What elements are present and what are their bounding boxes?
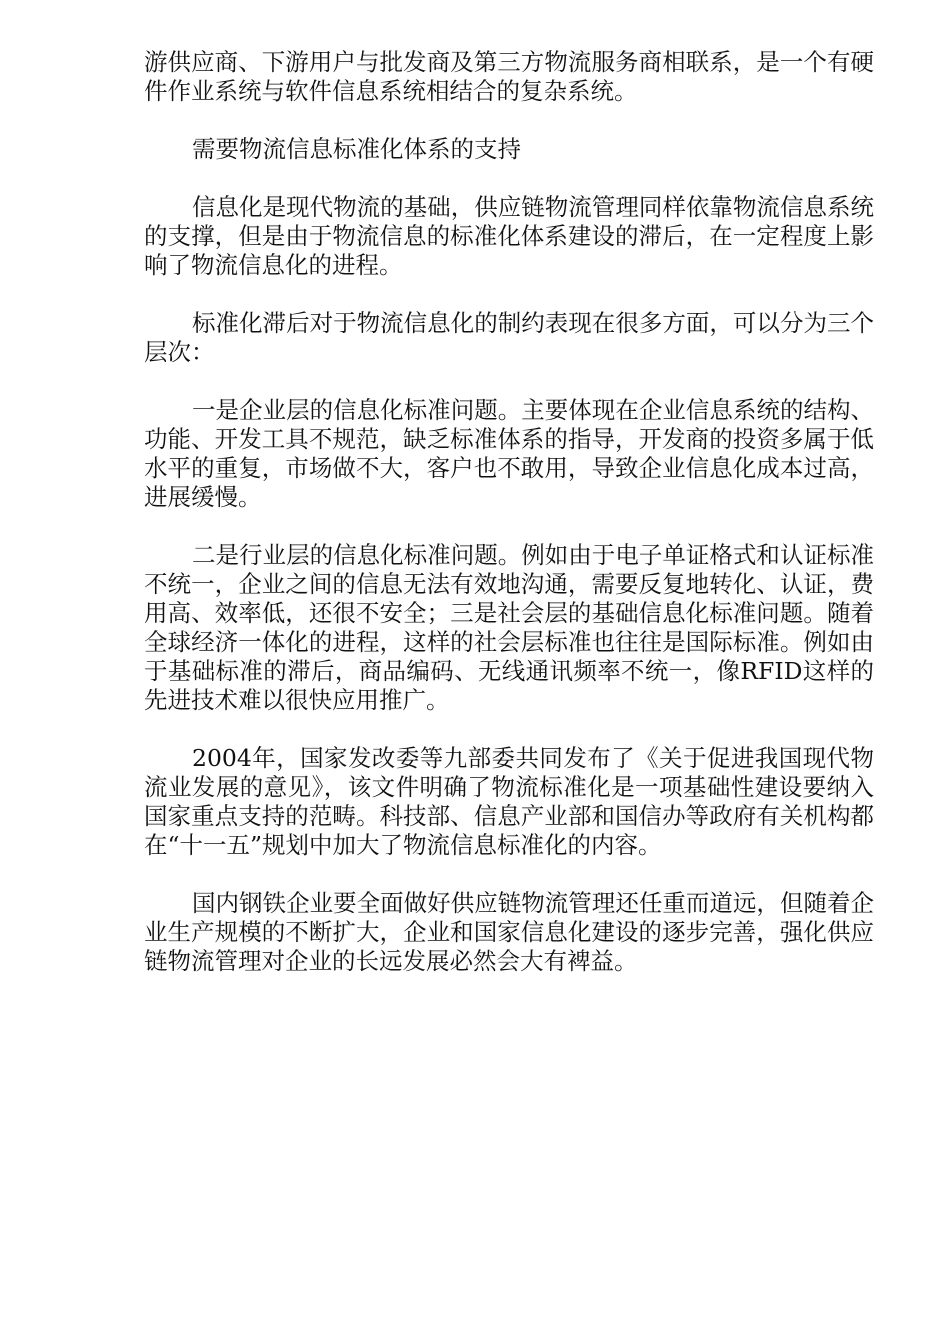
paragraph: 标准化滞后对于物流信息化的制约表现在很多方面，可以分为三个层次： <box>144 309 874 366</box>
document-body <box>144 48 874 1005</box>
paragraph-continuation: 游供应商、下游用户与批发商及第三方物流服务商相联系，是一个有硬件作业系统与软件信息系统相结合的复杂系统。 <box>144 48 874 105</box>
paragraph: 国内钢铁企业要全面做好供应链物流管理还任重而道远，但随着企业生产规模的不断扩大，企业和国家信息化建设的逐步完善，强化供应链物流管理对企业的长远发展必然会大有裨益。 <box>144 889 874 975</box>
paragraph: 2004年，国家发改委等九部委共同发布了《关于促进我国现代物流业发展的意见》，该文件明确了物流标准化是一项基础性建设要纳入国家重点支持的范畴。科技部、信息产业部和国信办等政府有关机构都在“十一五”规划中加大了物流信息标准化的内容。 <box>144 744 874 859</box>
paragraph: 二是行业层的信息化标准问题。例如由于电子单证格式和认证标准不统一，企业之间的信息无法有效地沟通，需要反复地转化、认证，费用高、效率低，还很不安全；三是社会层的基础信息化标准问题。随着全球经济一体化的进程，这样的社会层标准也往往是国际标准。例如由于基础标准的滞后，商品编码、无线通讯频率不统一，像RFID这样的先进技术难以很快应用推广。 <box>144 541 874 714</box>
paragraph: 一是企业层的信息化标准问题。主要体现在企业信息系统的结构、功能、开发工具不规范，缺乏标准体系的指导，开发商的投资多属于低水平的重复，市场做不大，客户也不敢用，导致企业信息化成本过高，进展缓慢。 <box>144 396 874 511</box>
paragraph: 信息化是现代物流的基础，供应链物流管理同样依靠物流信息系统的支撑，但是由于物流信息的标准化体系建设的滞后，在一定程度上影响了物流信息化的进程。 <box>144 193 874 279</box>
section-heading: 需要物流信息标准化体系的支持 <box>192 135 521 163</box>
